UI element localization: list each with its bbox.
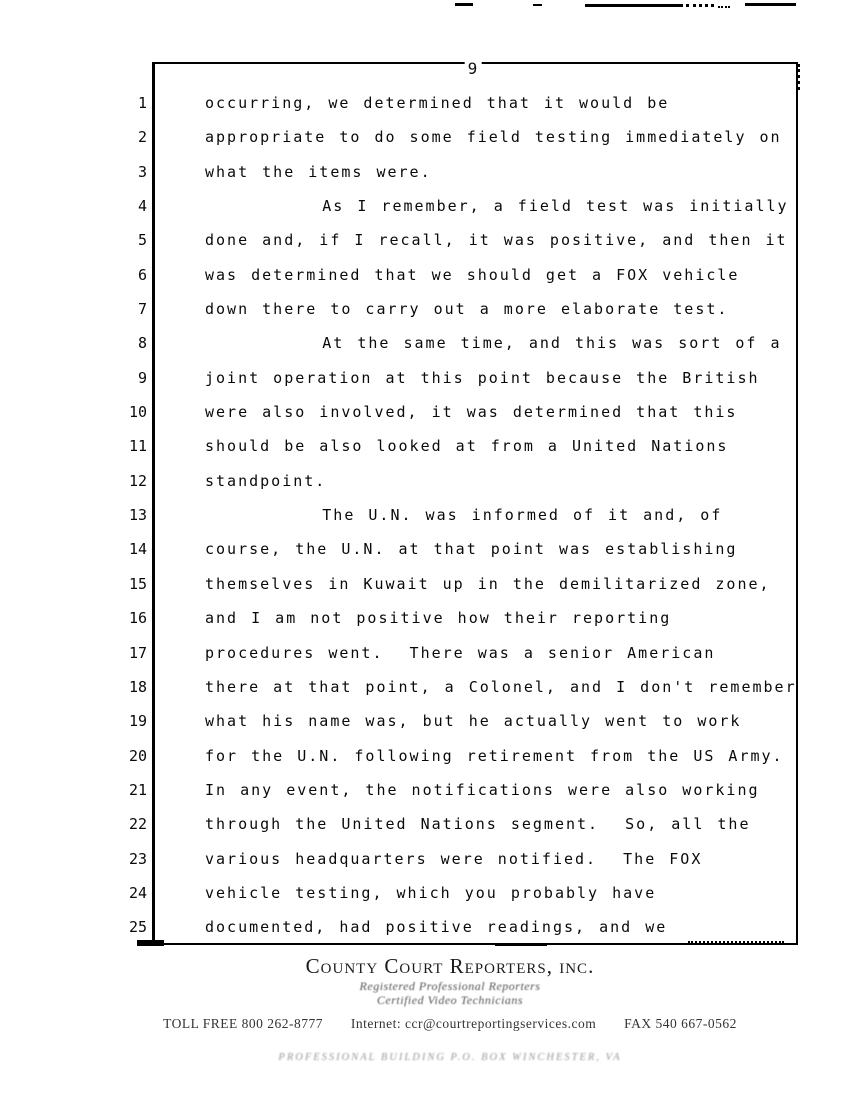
transcript-line [0,773,850,807]
transcript-line [0,498,850,532]
line-number: 21 [128,780,147,799]
transcript-line [0,532,850,566]
scan-artifact [585,4,683,7]
line-text: At the same time, and this was sort of a [205,334,782,353]
transcript-line [0,876,850,910]
line-text: joint operation at this point because the British [205,368,760,387]
line-text: through the United Nations segment. So, all the [205,815,751,834]
scan-artifact [718,6,730,10]
line-number: 16 [128,609,147,628]
line-text: what his name was, but he actually went to work [205,712,742,731]
line-text: was determined that we should get a FOX vehicle [205,265,740,284]
line-number: 4 [137,197,147,216]
line-text: various headquarters were notified. The FOX [205,849,703,868]
line-text: for the U.N. following retirement from the US Army. [205,746,784,765]
line-number: 10 [128,403,147,422]
line-number: 24 [128,883,147,902]
transcript-line [0,155,850,189]
line-text: appropriate to do some field testing immediately on [205,128,782,147]
transcript-line [0,636,850,670]
line-number: 13 [128,506,147,525]
line-text: themselves in Kuwait up in the demilitarized zone, [205,574,771,593]
scan-artifact [455,3,473,6]
line-text: documented, had positive readings, and we [205,918,668,937]
transcript-line [0,86,850,120]
reporter-tagline-2: Certified Video Technicians [376,993,524,1007]
internet-email: Internet: ccr@courtreportingservices.com [350,1016,597,1031]
line-number: 14 [128,540,147,559]
line-number: 17 [128,643,147,662]
line-text: standpoint. [205,471,327,490]
line-text: what the items were. [205,162,432,181]
line-text: were also involved, it was determined that this [205,403,738,422]
transcript-line [0,910,850,944]
reporter-company-name: County Court Reporters, inc. [305,954,595,978]
line-number: 12 [128,471,147,490]
page-number: 9 [465,59,482,78]
line-text: procedures went. There was a senior American [205,643,716,662]
transcript-line [0,807,850,841]
line-number: 15 [128,574,147,593]
line-text: should be also looked at from a United Nations [205,437,729,456]
line-number: 6 [137,265,147,284]
scan-artifact [686,4,714,10]
transcript-line [0,464,850,498]
toll-free-number: TOLL FREE 800 262-8777 [163,1016,323,1031]
transcript-line [0,395,850,429]
transcript-line [0,739,850,773]
transcript-line [0,601,850,635]
line-text: course, the U.N. at that point was establishing [205,540,738,559]
line-number: 23 [128,849,147,868]
transcript-line [0,120,850,154]
scan-artifact [745,3,796,6]
line-text: done and, if I recall, it was positive, and then it [205,231,788,250]
transcript-line [0,670,850,704]
line-text: As I remember, a field test was initially [205,197,789,216]
scan-artifact [533,4,542,6]
transcript-lines [0,86,850,945]
line-text: and I am not positive how their reporting [205,609,672,628]
line-text: The U.N. was informed of it and, of [205,506,723,525]
line-number: 11 [128,437,147,456]
reporter-tagline-1: Registered Professional Reporters [359,979,541,993]
line-number: 7 [137,300,147,319]
transcript-line [0,429,850,463]
transcript-line [0,842,850,876]
line-text: In any event, the notifications were also working [205,780,760,799]
transcript-line [0,292,850,326]
line-text: down there to carry out a more elaborate test. [205,300,729,319]
line-text: there at that point, a Colonel, and I don't remember [205,677,797,696]
line-number: 2 [137,128,147,147]
line-number: 8 [137,334,147,353]
transcript-line [0,189,850,223]
line-number: 20 [128,746,147,765]
transcript-line [0,223,850,257]
line-number: 18 [128,677,147,696]
contact-line [50,1016,850,1032]
line-number: 25 [128,918,147,937]
transcript-line [0,567,850,601]
footer [50,954,850,1063]
line-number: 3 [137,162,147,181]
line-text: vehicle testing, which you probably have [205,883,657,902]
transcript-line [0,326,850,360]
line-text: occurring, we determined that it would be [205,94,670,112]
line-number: 9 [137,368,147,387]
fax-number: FAX 540 667-0562 [624,1016,737,1031]
address-line: PROFESSIONAL BUILDING P.O. BOX WINCHESTER, VA [278,1052,622,1063]
transcript-line [0,361,850,395]
transcript-line [0,704,850,738]
line-number: 22 [128,815,147,834]
line-number: 5 [137,231,147,250]
transcript-line [0,258,850,292]
line-number: 1 [137,94,147,112]
line-number: 19 [128,712,147,731]
